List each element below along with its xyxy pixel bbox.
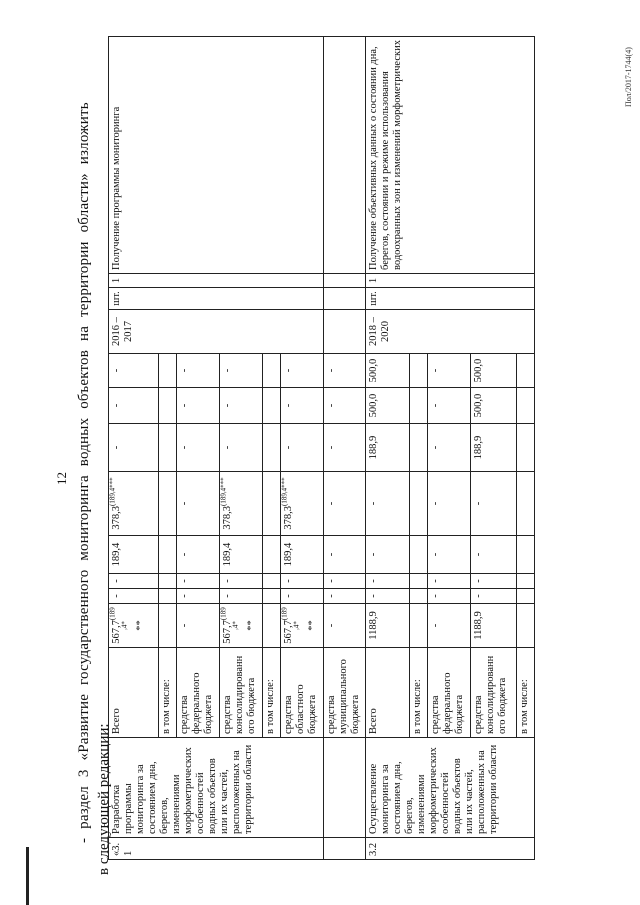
- value-cell: -: [323, 472, 366, 536]
- value-cell: 189,4: [109, 536, 159, 574]
- value-cell: 188,9: [366, 424, 410, 472]
- value-cell: -: [177, 536, 220, 574]
- source-label: средства консолидированного бюджета: [219, 648, 262, 738]
- value-cell: -: [219, 589, 262, 604]
- value-cell: 500,0: [471, 354, 517, 388]
- value-cell: 500,0: [471, 388, 517, 424]
- value-cell: -: [428, 388, 471, 424]
- value-cell: -: [323, 536, 366, 574]
- value-cell: -: [177, 354, 220, 388]
- value-cell: -: [323, 424, 366, 472]
- period-cell: 2018 – 2020: [366, 310, 535, 354]
- source-label: средства федерального бюджета: [177, 648, 220, 738]
- row-number: «3.1: [109, 838, 324, 860]
- value-cell: -: [366, 574, 410, 589]
- value-cell: $567,7^{(189,4*}$ **: [280, 604, 323, 648]
- value-cell: -: [323, 354, 366, 388]
- indicator-value: 1: [366, 274, 535, 288]
- expected-result: Получение объективных данных о состоянии дна, берегов, состоянии и режиме использования водоохранных зон и изменений морфометрических: [366, 37, 535, 274]
- value-cell: -: [323, 604, 366, 648]
- document-code: Пол/2017-1744(4): [624, 47, 633, 107]
- value-cell: -: [177, 472, 220, 536]
- indicator-value: 1: [109, 274, 324, 288]
- program-table: [108, 36, 535, 860]
- table-row: [109, 37, 159, 860]
- value-cell: -: [109, 424, 159, 472]
- value-cell: -: [471, 589, 517, 604]
- value-cell: -: [366, 472, 410, 536]
- expected-result: Получение программы мониторинга: [109, 37, 324, 274]
- value-cell: -: [366, 589, 410, 604]
- value-cell: -: [323, 388, 366, 424]
- page-number: 12: [54, 472, 69, 485]
- source-label: средства муниципального бюджета: [323, 648, 366, 738]
- value-cell: -: [428, 424, 471, 472]
- value-cell: -: [471, 574, 517, 589]
- value-cell: -: [471, 472, 517, 536]
- value-cell: $567,7^{(189,4*}$ **: [109, 604, 159, 648]
- value-cell: 189,4: [219, 536, 262, 574]
- source-label: в том числе:: [262, 648, 280, 738]
- value-cell: 1188,9: [366, 604, 410, 648]
- value-cell: $378,3^{(189,4***}$: [109, 472, 159, 536]
- value-cell: -: [428, 472, 471, 536]
- source-label: в том числе:: [410, 648, 428, 738]
- value-cell: -: [109, 388, 159, 424]
- value-cell: -: [109, 354, 159, 388]
- source-label: в том числе:: [517, 648, 535, 738]
- source-label: средства консолидированного бюджета: [471, 648, 517, 738]
- measure-title: Разработка программы мониторинга за состоянием дна, берегов, изменениями морфометрических особенностей водных объектов или их частей, расположенных на территории области: [109, 738, 324, 838]
- value-cell: -: [109, 574, 159, 589]
- value-cell: 189,4: [280, 536, 323, 574]
- value-cell: -: [177, 604, 220, 648]
- value-cell: -: [428, 589, 471, 604]
- value-cell: 188,9: [471, 424, 517, 472]
- value-cell: -: [323, 589, 366, 604]
- value-cell: -: [177, 589, 220, 604]
- value-cell: $378,3^{(189,4***}$: [280, 472, 323, 536]
- value-cell: -: [280, 589, 323, 604]
- table-row: [323, 37, 366, 860]
- source-label: Всего: [366, 648, 410, 738]
- value-cell: -: [177, 574, 220, 589]
- value-cell: 500,0: [366, 354, 410, 388]
- value-cell: $567,7^{(189,4*}$ **: [219, 604, 262, 648]
- value-cell: -: [219, 388, 262, 424]
- value-cell: 1188,9: [471, 604, 517, 648]
- value-cell: -: [366, 536, 410, 574]
- value-cell: -: [323, 574, 366, 589]
- value-cell: -: [177, 424, 220, 472]
- source-label: в том числе:: [159, 648, 177, 738]
- value-cell: -: [471, 536, 517, 574]
- unit-cell: шт.: [366, 288, 535, 310]
- value-cell: -: [428, 354, 471, 388]
- value-cell: -: [280, 388, 323, 424]
- value-cell: -: [428, 574, 471, 589]
- unit-cell: шт.: [109, 288, 324, 310]
- period-cell: 2016 – 2017: [109, 310, 324, 354]
- source-label: средства областного бюджета: [280, 648, 323, 738]
- value-cell: -: [428, 536, 471, 574]
- value-cell: -: [109, 589, 159, 604]
- value-cell: -: [177, 388, 220, 424]
- source-label: Всего: [109, 648, 159, 738]
- value-cell: -: [219, 424, 262, 472]
- value-cell: 500,0: [366, 388, 410, 424]
- value-cell: -: [219, 574, 262, 589]
- row-number: 3.2: [366, 838, 535, 860]
- value-cell: -: [428, 604, 471, 648]
- value-cell: $378,3^{(189,4***}$: [219, 472, 262, 536]
- intro-line-1: - раздел 3 «Развитие государственного мониторинга водных объектов на территории области» изложить: [76, 102, 92, 843]
- value-cell: -: [280, 424, 323, 472]
- value-cell: -: [280, 354, 323, 388]
- scan-edge-mark: [26, 847, 29, 905]
- intro-line-2: в следующей редакции:: [96, 723, 112, 875]
- measure-title: Осуществление мониторинга за состоянием дна, берегов, изменениями морфометрических особенностей водных объектов или их частей, расположенных на территории области: [366, 738, 535, 838]
- value-cell: -: [280, 574, 323, 589]
- table-row: [366, 37, 410, 860]
- value-cell: -: [219, 354, 262, 388]
- source-label: средства федерального бюджета: [428, 648, 471, 738]
